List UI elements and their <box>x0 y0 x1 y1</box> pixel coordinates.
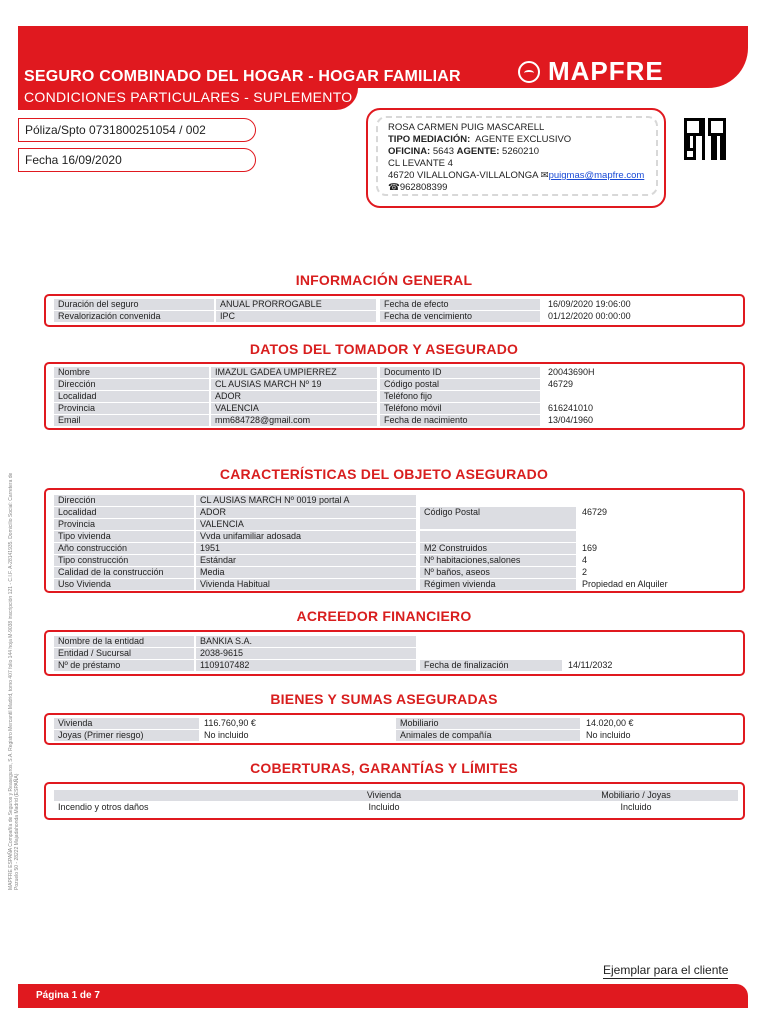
mapfre-logo-icon <box>518 61 540 83</box>
agent-details <box>376 116 658 196</box>
agent-address1: CL LEVANTE 4 <box>388 158 453 169</box>
logo-text: MAPFRE <box>548 56 664 86</box>
coberturas-box <box>44 782 745 820</box>
document-title: SEGURO COMBINADO DEL HOGAR - HOGAR FAMILIAR <box>24 68 461 85</box>
table-row: Tipo vivienda Vvda unifamiliar adosada <box>46 531 743 543</box>
tomador-box <box>44 362 745 430</box>
qr-corner <box>684 148 696 160</box>
section-title-bienes: BIENES Y SUMAS ASEGURADAS <box>270 691 498 707</box>
col-vivienda: Vivienda <box>366 790 402 800</box>
table-row: Provincia VALENCIA <box>46 519 743 531</box>
table-row: Entidad / Sucursal 2038-9615 <box>46 648 743 660</box>
agent-oficina: OFICINA: 5643 AGENTE: 5260210 <box>388 146 540 157</box>
section-title-tomador: DATOS DEL TOMADOR Y ASEGURADO <box>249 341 519 357</box>
acreedor-box <box>44 630 745 676</box>
table-row: Calidad de la construcción Media Nº baños, aseos 2 <box>46 567 743 579</box>
table-row: Dirección CL AUSIAS MARCH Nº 19 Código postal 46729 <box>46 379 743 391</box>
section-title-coberturas: COBERTURAS, GARANTÍAS Y LÍMITES <box>250 760 518 776</box>
document-subtitle: CONDICIONES PARTICULARES - SUPLEMENTO <box>24 89 353 105</box>
mail-icon: ✉ <box>540 170 549 181</box>
agent-tipo: TIPO MEDIACIÓN: AGENTE EXCLUSIVO <box>388 134 572 145</box>
table-row: Localidad ADOR Teléfono fijo <box>46 391 743 403</box>
table-row: Duración del seguro ANUAL PRORROGABLE Fecha de efecto 16/09/2020 19:06:00 <box>46 299 743 311</box>
objeto-box <box>44 488 745 593</box>
poliza-field: Póliza/Spto 0731800251054 / 002 <box>18 118 256 142</box>
table-row: Incendio y otros daños Incluido Incluido <box>58 802 652 812</box>
bienes-box <box>44 713 745 745</box>
footer-band <box>18 984 748 1008</box>
agent-email-link[interactable]: puigmas@mapfre.com <box>548 170 645 181</box>
table-row: Localidad ADOR Código Postal 46729 <box>46 507 743 519</box>
legal-text: MAPFRE ESPAÑA Compañía de Seguros y Reaseguros, S.A. Registro Mercantil Madrid, tomo 407 folio 144 hoja M-9038 inscripción 121 - C.I.F. A-28141935. Domicilio Social: Carretera de Pozuelo 50 - 28222 Majadahonda Madrid (ESPAÑA) <box>8 472 20 890</box>
agent-phone: ☎962808399 <box>388 182 448 193</box>
section-title-informacion-general: INFORMACIÓN GENERAL <box>295 272 473 288</box>
agent-name: ROSA CARMEN PUIG MASCARELL <box>388 122 545 133</box>
table-header-row <box>46 790 743 802</box>
table-row: Nombre de la entidad BANKIA S.A. <box>46 636 743 648</box>
table-row: Provincia VALENCIA Teléfono móvil 616241010 <box>46 403 743 415</box>
table-row: Dirección CL AUSIAS MARCH Nº 0019 portal A <box>46 495 743 507</box>
col-mobiliario: Mobiliario / Joyas <box>601 790 671 800</box>
mapfre-logo <box>518 56 664 87</box>
table-row: Nº de préstamo 1109107482 Fecha de finalización 14/11/2032 <box>46 660 743 672</box>
agent-address2: 46720 VILALLONGA-VILLALONGA ✉puigmas@mapfre.com <box>388 170 645 181</box>
informacion-general-box <box>44 294 745 327</box>
table-row: Joyas (Primer riesgo) No incluido Animales de compañía No incluido <box>46 730 743 742</box>
table-row: Nombre IMAZUL GADEA UMPIERREZ Documento ID 20043690H <box>46 367 743 379</box>
table-row: Tipo construcción Estándar Nº habitaciones,salones 4 <box>46 555 743 567</box>
table-row: Año construcción 1951 M2 Construidos 169 <box>46 543 743 555</box>
phone-icon: ☎ <box>388 182 400 193</box>
table-row: Email mm684728@gmail.com Fecha de nacimiento 13/04/1960 <box>46 415 743 427</box>
section-title-acreedor: ACREEDOR FINANCIERO <box>296 608 472 624</box>
ejemplar-label: Ejemplar para el cliente <box>603 963 729 977</box>
page-number: Página 1 de 7 <box>36 990 100 1001</box>
table-row: Vivienda 116.760,90 € Mobiliario 14.020,00 € <box>46 718 743 730</box>
section-title-objeto: CARACTERÍSTICAS DEL OBJETO ASEGURADO <box>219 466 549 482</box>
table-row: Uso Vivienda Vivienda Habitual Régimen vivienda Propiedad en Alquiler <box>46 579 743 591</box>
table-row: Revalorización convenida IPC Fecha de vencimiento 01/12/2020 00:00:00 <box>46 311 743 323</box>
agent-box <box>366 108 666 208</box>
fecha-field: Fecha 16/09/2020 <box>18 148 256 172</box>
